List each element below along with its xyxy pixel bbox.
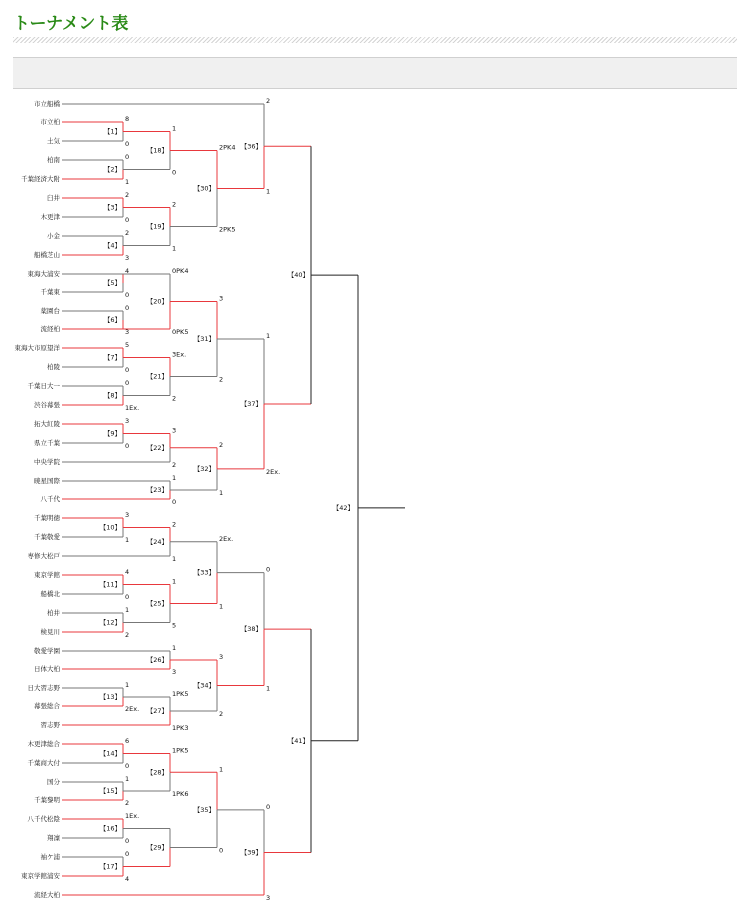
match-label: 【14】 xyxy=(99,749,121,758)
match-label: 【26】 xyxy=(146,656,168,664)
score: 2 xyxy=(266,97,271,105)
match-label: 【2】 xyxy=(103,165,121,174)
match-label: 【24】 xyxy=(146,537,168,546)
score: 1Ex. xyxy=(125,812,140,820)
match-label: 【1】 xyxy=(103,127,121,136)
match-label: 【10】 xyxy=(99,523,121,532)
score: 0 xyxy=(125,379,130,387)
score: 3 xyxy=(172,426,177,435)
score: 2 xyxy=(219,710,224,718)
team-name: 千葉黎明 xyxy=(34,796,60,804)
score: 2 xyxy=(125,631,130,639)
team-name: 拓大紅陵 xyxy=(34,420,60,428)
score: 0 xyxy=(125,837,130,845)
team-name: 市立船橋 xyxy=(34,100,60,108)
match-label: 【40】 xyxy=(287,271,309,280)
team-name: 薬園台 xyxy=(40,307,60,315)
score: 0 xyxy=(125,153,130,161)
match-label: 【39】 xyxy=(240,848,262,857)
match-label: 【11】 xyxy=(99,580,121,589)
team-name: 専修大松戸 xyxy=(27,552,60,560)
score: 1 xyxy=(219,765,224,774)
match-label: 【5】 xyxy=(103,279,121,287)
score: 2Ex. xyxy=(125,705,140,713)
team-name: 東京学館浦安 xyxy=(21,872,60,880)
match-label: 【20】 xyxy=(146,297,168,306)
score: 1 xyxy=(266,332,271,340)
team-name: 柏井 xyxy=(47,609,60,617)
score: 1 xyxy=(172,244,177,253)
match-label: 【15】 xyxy=(99,787,121,795)
score: 0 xyxy=(266,802,271,811)
team-name: 土気 xyxy=(47,137,60,145)
match-label: 【12】 xyxy=(99,618,121,627)
team-name: 国分 xyxy=(47,778,60,786)
match-label: 【27】 xyxy=(146,707,168,715)
score: 0 xyxy=(125,850,130,858)
score: 2 xyxy=(125,229,130,237)
score: 3 xyxy=(125,254,130,262)
score: 3 xyxy=(219,294,224,303)
match-label: 【3】 xyxy=(103,203,121,212)
score: 0 xyxy=(125,304,130,312)
team-name: 東海大浦安 xyxy=(27,270,60,278)
score: 2 xyxy=(172,200,177,209)
score: 1 xyxy=(172,474,177,482)
score: 3Ex. xyxy=(172,350,187,359)
score: 6 xyxy=(125,737,130,745)
score: 1PK5 xyxy=(172,690,189,698)
match-label: 【21】 xyxy=(146,372,168,381)
team-name: 検見川 xyxy=(40,628,60,636)
match-label: 【29】 xyxy=(146,843,168,852)
score: 5 xyxy=(172,621,177,630)
score: 1 xyxy=(172,577,177,586)
score: 1Ex. xyxy=(125,404,140,412)
score: 2 xyxy=(125,799,130,807)
team-name: 柏南 xyxy=(47,156,60,164)
team-name: 流経大柏 xyxy=(34,891,60,899)
match-label: 【38】 xyxy=(240,625,262,634)
team-name: 千葉日大一 xyxy=(27,382,60,390)
score: 1 xyxy=(172,124,177,133)
score: 2 xyxy=(125,191,130,199)
team-name: 習志野 xyxy=(40,721,60,729)
score: 2 xyxy=(172,461,177,469)
score: 2 xyxy=(219,375,224,384)
team-name: 日大習志野 xyxy=(27,684,60,692)
score: 0PK4 xyxy=(172,267,189,275)
score: 2Ex. xyxy=(266,467,281,476)
team-name: 小金 xyxy=(47,232,60,240)
match-label: 【28】 xyxy=(146,768,168,777)
team-name: 東海大市原望洋 xyxy=(14,344,60,352)
score: 1PK6 xyxy=(172,790,189,798)
score: 3 xyxy=(125,511,130,519)
match-label: 【37】 xyxy=(240,399,262,408)
match-label: 【19】 xyxy=(146,222,168,231)
score: 1 xyxy=(172,644,177,652)
team-name: 東京学館 xyxy=(34,571,60,579)
team-name: 八千代 xyxy=(40,495,60,503)
score: 0 xyxy=(172,168,177,177)
team-name: 翔凜 xyxy=(47,834,60,842)
match-label: 【41】 xyxy=(287,736,309,745)
match-label: 【42】 xyxy=(332,503,354,512)
score: 1 xyxy=(266,684,271,693)
match-label: 【8】 xyxy=(103,391,121,400)
score: 3 xyxy=(172,668,177,676)
match-label: 【22】 xyxy=(146,443,168,452)
score: 1 xyxy=(125,178,130,186)
match-label: 【7】 xyxy=(103,353,121,362)
score: 0 xyxy=(125,442,130,450)
score: 1PK3 xyxy=(172,724,189,732)
team-name: 千葉商大付 xyxy=(27,759,60,767)
score: 0 xyxy=(266,565,271,574)
score: 1 xyxy=(125,536,130,544)
score: 2Ex. xyxy=(219,534,234,543)
team-name: 幕張総合 xyxy=(34,702,60,710)
match-label: 【34】 xyxy=(193,681,215,690)
team-name: 県立千葉 xyxy=(34,439,60,447)
score: 0 xyxy=(125,593,130,601)
score: 2PK4 xyxy=(219,143,236,152)
team-name: 船橋北 xyxy=(40,590,60,598)
score: 1 xyxy=(266,187,271,196)
score: 1 xyxy=(219,489,224,497)
match-label: 【13】 xyxy=(99,693,121,701)
score: 4 xyxy=(125,267,130,275)
score: 2PK5 xyxy=(219,225,236,234)
match-label: 【6】 xyxy=(103,316,121,324)
team-name: 木更津総合 xyxy=(27,740,60,748)
score: 1 xyxy=(125,775,130,783)
score: 0 xyxy=(125,762,130,770)
team-name: 木更津 xyxy=(40,213,60,221)
team-name: 中央学院 xyxy=(34,458,60,466)
match-label: 【4】 xyxy=(103,241,121,250)
match-label: 【23】 xyxy=(146,486,168,494)
team-name: 暁星国際 xyxy=(34,477,60,485)
match-label: 【35】 xyxy=(193,805,215,814)
team-name: 柏陵 xyxy=(47,363,60,371)
score: 5 xyxy=(125,341,130,349)
score: 3 xyxy=(219,653,224,661)
page-title: トーナメント表 xyxy=(13,14,128,34)
team-name: 千葉経済大附 xyxy=(21,175,60,183)
match-label: 【16】 xyxy=(99,824,121,833)
match-label: 【18】 xyxy=(146,146,168,155)
team-name: 臼井 xyxy=(47,194,60,202)
match-label: 【36】 xyxy=(240,142,262,151)
score: 2 xyxy=(172,394,177,403)
score: 4 xyxy=(125,568,130,576)
team-name: 千葉敬愛 xyxy=(34,533,60,541)
team-name: 市立柏 xyxy=(40,118,60,126)
score: 3 xyxy=(125,417,130,425)
match-label: 【33】 xyxy=(193,568,215,577)
score: 0 xyxy=(125,216,130,224)
team-name: 千葉明徳 xyxy=(34,514,60,522)
team-name: 八千代松陰 xyxy=(27,815,60,823)
team-name: 袖ケ浦 xyxy=(40,853,60,861)
score: 0 xyxy=(125,140,130,148)
score: 1 xyxy=(172,555,177,563)
team-name: 流経柏 xyxy=(40,325,60,333)
score: 0 xyxy=(125,366,130,374)
match-label: 【9】 xyxy=(103,429,121,438)
team-name: 渋谷幕張 xyxy=(34,401,60,409)
match-label: 【17】 xyxy=(99,862,121,871)
score: 2 xyxy=(219,440,224,449)
match-label: 【30】 xyxy=(193,184,215,193)
score: 8 xyxy=(125,115,130,123)
score: 3 xyxy=(125,328,130,336)
score: 4 xyxy=(125,875,130,883)
team-name: 日体大柏 xyxy=(34,665,60,673)
score: 3 xyxy=(266,894,271,902)
score: 2 xyxy=(172,520,177,529)
score: 0 xyxy=(125,291,130,299)
score: 0PK5 xyxy=(172,328,189,336)
score: 0 xyxy=(219,846,224,855)
score: 0 xyxy=(172,498,177,506)
team-name: 敬愛学園 xyxy=(34,647,60,655)
score: 1 xyxy=(125,606,130,614)
score: 1PK5 xyxy=(172,746,189,755)
score: 1 xyxy=(125,681,130,689)
match-label: 【25】 xyxy=(146,599,168,608)
match-label: 【31】 xyxy=(193,335,215,343)
match-label: 【32】 xyxy=(193,464,215,473)
team-name: 千葉東 xyxy=(40,288,60,296)
team-name: 船橋芝山 xyxy=(34,251,60,259)
score: 1 xyxy=(219,602,224,611)
